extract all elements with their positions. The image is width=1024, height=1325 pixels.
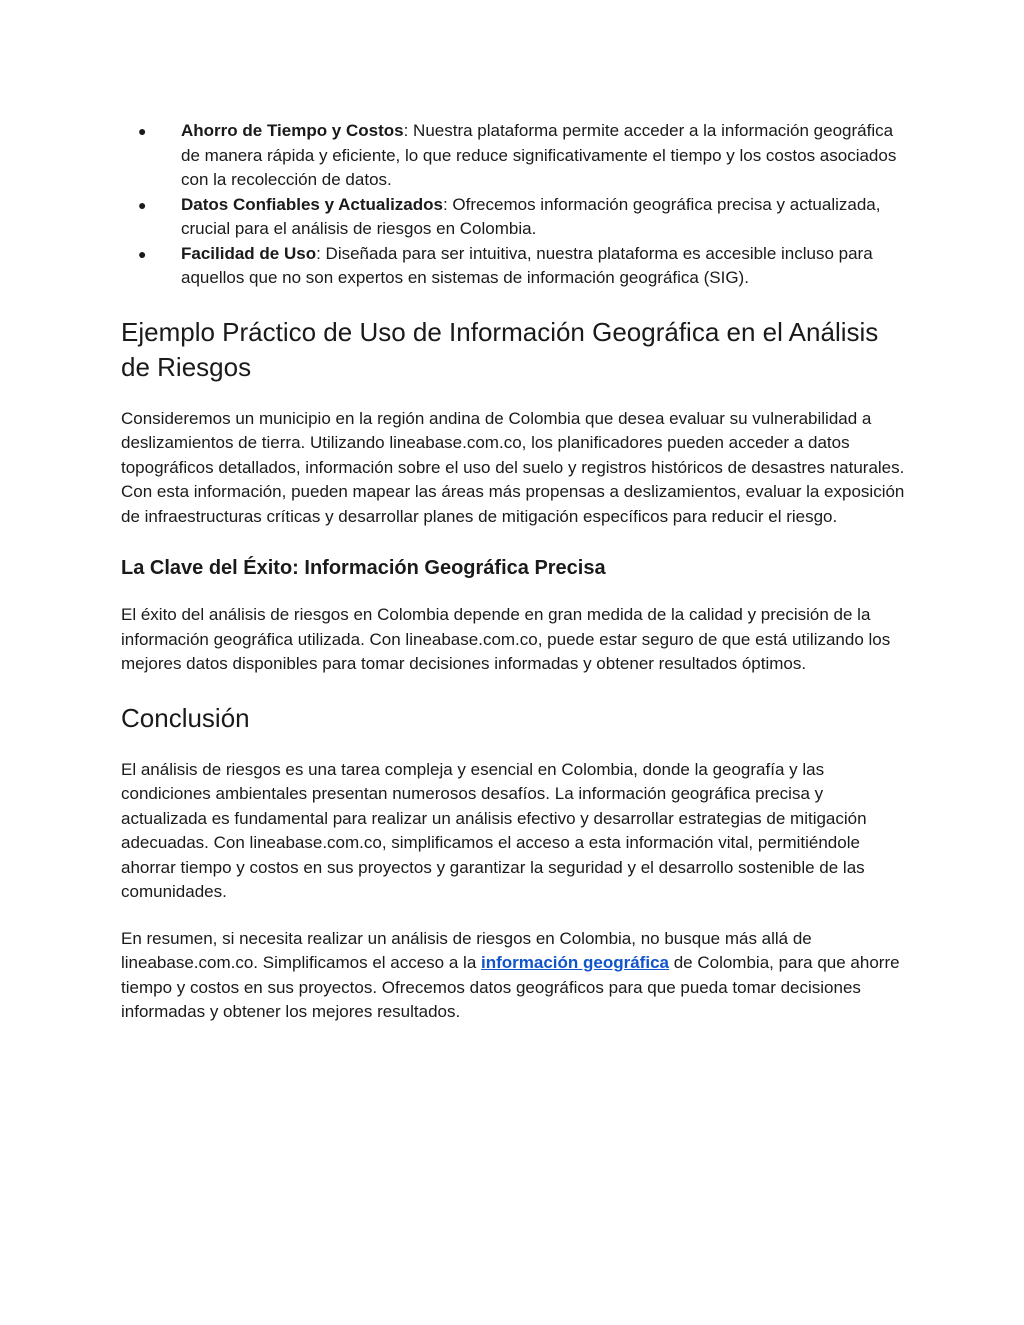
paragraph-resumen-text-end: de Colombia, para que ahorre tiempo y costos en sus proyectos. Ofrecemos datos geográficos para que pueda tomar decisiones informadas y obtener los mejores resultados. [121,953,900,1021]
list-item-title: Ahorro de Tiempo y Costos [181,121,404,140]
subheading-clave-exito: La Clave del Éxito: Información Geográfica Precisa [121,557,606,579]
bullet-icon: ● [138,245,147,262]
list-item-text: : Ofrecemos información geográfica precisa y actualizada, crucial para el análisis de riesgos en Colombia. [181,194,881,238]
list-item-text: : Nuestra plataforma permite acceder a la información geográfica de manera rápida y eficiente, lo que reduce significativamente el tiempo y los costos asociados con la recolección de datos. [181,121,897,189]
bullet-icon: ● [138,123,147,139]
document-page [121,119,905,1025]
paragraph-clave-exito: El éxito del análisis de riesgos en Colombia depende en gran medida de la calidad y precisión de la información geográfica utilizada. Con lineabase.com.co, puede estar seguro de que está utilizando los mejores datos disponibles para tomar decisiones informadas y obtener resultados óptimos. [121,605,891,673]
list-item [121,119,905,193]
section-heading-ejemplo: Ejemplo Práctico de Uso de Información Geográfica en el Análisis de Riesgos [121,316,879,382]
informacion-geografica-link[interactable]: información geográfica [481,953,669,972]
paragraph-conclusion: El análisis de riesgos es una tarea compleja y esencial en Colombia, donde la geografía y las condiciones ambientales presentan numerosos desafíos. La información geográfica precisa y actualizada es fundamental para realizar un análisis efectivo y desarrollar estrategias de mitigación adecuadas. Con lineabase.com.co, simplificamos el acceso a esta información vital, permitiéndole ahorrar tiempo y costos en sus proyectos y garantizar la seguridad y el desarrollo sostenible de las comunidades. [121,759,867,901]
bullet-icon: ● [138,196,147,213]
list-item-title: Datos Confiables y Actualizados [181,194,443,214]
list-item [121,193,905,242]
benefits-list [121,119,905,291]
list-item [121,242,905,291]
paragraph-resumen [121,927,905,1025]
section-heading-conclusion: Conclusión [121,702,250,733]
list-item-title: Facilidad de Uso [181,243,317,263]
paragraph-resumen-text-start: En resumen, si necesita realizar un análisis de riesgos en Colombia, no busque más allá de lineabase.com.co. Simplificamos el acceso a la [121,928,812,972]
list-item-text: : Diseñada para ser intuitiva, nuestra plataforma es accesible incluso para aquellos que no son expertos en sistemas de información geográfica (SIG). [181,243,873,287]
paragraph-ejemplo: Consideremos un municipio en la región andina de Colombia que desea evaluar su vulnerabilidad a deslizamientos de tierra. Utilizando lineabase.com.co, los planificadores pueden acceder a datos topográficos detallados, información sobre el uso del suelo y registros históricos de desastres naturales. Con esta información, pueden mapear las áreas más propensas a deslizamientos, evaluar la exposición de infraestructuras críticas y desarrollar planes de mitigación específicos para reducir el riesgo. [121,408,905,526]
